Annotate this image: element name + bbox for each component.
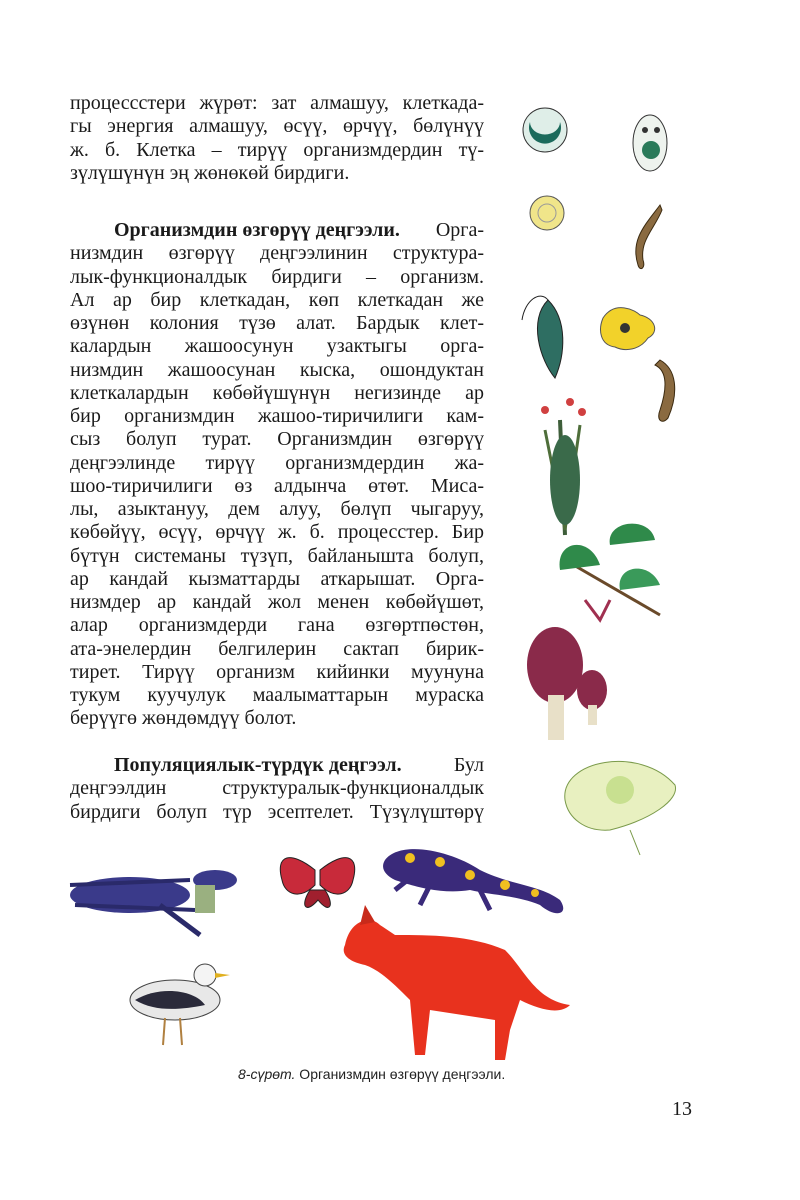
text-line: низмдин жашоосунан кыска, ошондуктан	[70, 358, 484, 381]
text-line: тирет. Тирүү организм кийинки муунуна	[70, 660, 484, 683]
flagellate-illustration	[522, 296, 563, 378]
text-line: Популяциялык-түрдүк деңгээл. Бул	[114, 754, 484, 776]
text-line: низмдин өзгөрүү деңгээлинин структура-	[70, 242, 484, 265]
text-line: тукум куучулук маалыматтарын мураска	[70, 684, 484, 706]
planarian-illustration	[655, 360, 675, 421]
text-line: лык-функционалдык бирдиги – организм.	[70, 265, 484, 288]
text-line: процессстери жүрөт: зат алмашуу, клеткада-	[70, 92, 484, 114]
text-line: өзүнөн колония түзө алат. Бардык клет-	[70, 312, 484, 334]
salamander-illustration	[383, 849, 563, 913]
text-line: алар организмдерди гана өзгөртпөстөн,	[70, 614, 484, 637]
text-line: зүлүшүнүн эң жөнөкөй бирдиги.	[70, 161, 350, 184]
butterfly-illustration	[280, 858, 354, 908]
section-heading: Организмдин өзгөрүү деңгээли.	[114, 219, 400, 241]
yellow-cell-illustration	[530, 196, 564, 230]
worm-illustration	[636, 205, 662, 269]
jellyfish-illustration	[565, 761, 676, 855]
cell-illustration	[523, 108, 567, 152]
text-line: берүүгө жөндөмдүү болот.	[70, 707, 297, 730]
text-line: клеткалардын көбөйүшүнүн негизинде ар	[70, 381, 484, 404]
text-line: сыз болуп турат. Организмдин өзгөрүү	[70, 428, 484, 451]
moss-illustration	[541, 398, 586, 535]
euglena-cell-illustration	[633, 115, 667, 171]
page-number: 13	[672, 1098, 692, 1120]
text-line: Ал ар бир клеткадан, көп клеткадан же	[70, 288, 484, 311]
text-line: ар кандай кызматтарды аткарышат. Орга-	[70, 567, 484, 590]
figure-caption: 8-сүрөт. Организмдин өзгөрүү деңгээли.	[238, 1066, 506, 1082]
text-line: бир организмдин жашоо-тиричилиги кам-	[70, 405, 484, 427]
text-line: бүтүн системаны түзүп, байланышта болуп,	[70, 544, 484, 567]
text-line: лы, азыктануу, дем алуу, бөлүп чыгаруу,	[70, 498, 484, 520]
text-line: низмдер ар кандай жол менен көбөйүшөт,	[70, 591, 484, 613]
text-line: деңгээлинде тирүү организмдердин жа-	[70, 451, 484, 474]
fox-illustration	[344, 905, 570, 1060]
text-line: гы энергия алмашуу, өсүү, өрчүү, бөлүнүү	[70, 115, 484, 138]
text-line: ж. б. Клетка – тирүү организмдердин тү-	[70, 138, 484, 161]
text-line: калардын жашоосунун узактыгы орга-	[70, 335, 484, 358]
text-line: деңгээлдин структуралык-функционалдык	[70, 777, 484, 800]
figure-label: 8-сүрөт.	[238, 1066, 296, 1082]
text-line: бирдиги болуп түр эсептелет. Түзүлүштөрү	[70, 800, 484, 823]
mushroom-illustration	[527, 627, 607, 740]
text-line: шоо-тиричилиги өз алдынча өтөт. Миса-	[70, 474, 484, 497]
seagull-illustration	[130, 964, 230, 1045]
crayfish-illustration	[70, 870, 237, 935]
ginkgo-plant-illustration	[560, 524, 660, 620]
amoeba-illustration	[601, 308, 655, 350]
text-line: Организмдин өзгөрүү деңгээли. Орга-	[114, 219, 484, 241]
text-line: ата-энелердин белгилерин сактап бирик-	[70, 637, 484, 660]
text-line: көбөйүү, өсүү, өрчүү ж. б. процесстер. Бир	[70, 521, 484, 544]
section-heading: Популяциялык-түрдүк деңгээл.	[114, 754, 402, 776]
